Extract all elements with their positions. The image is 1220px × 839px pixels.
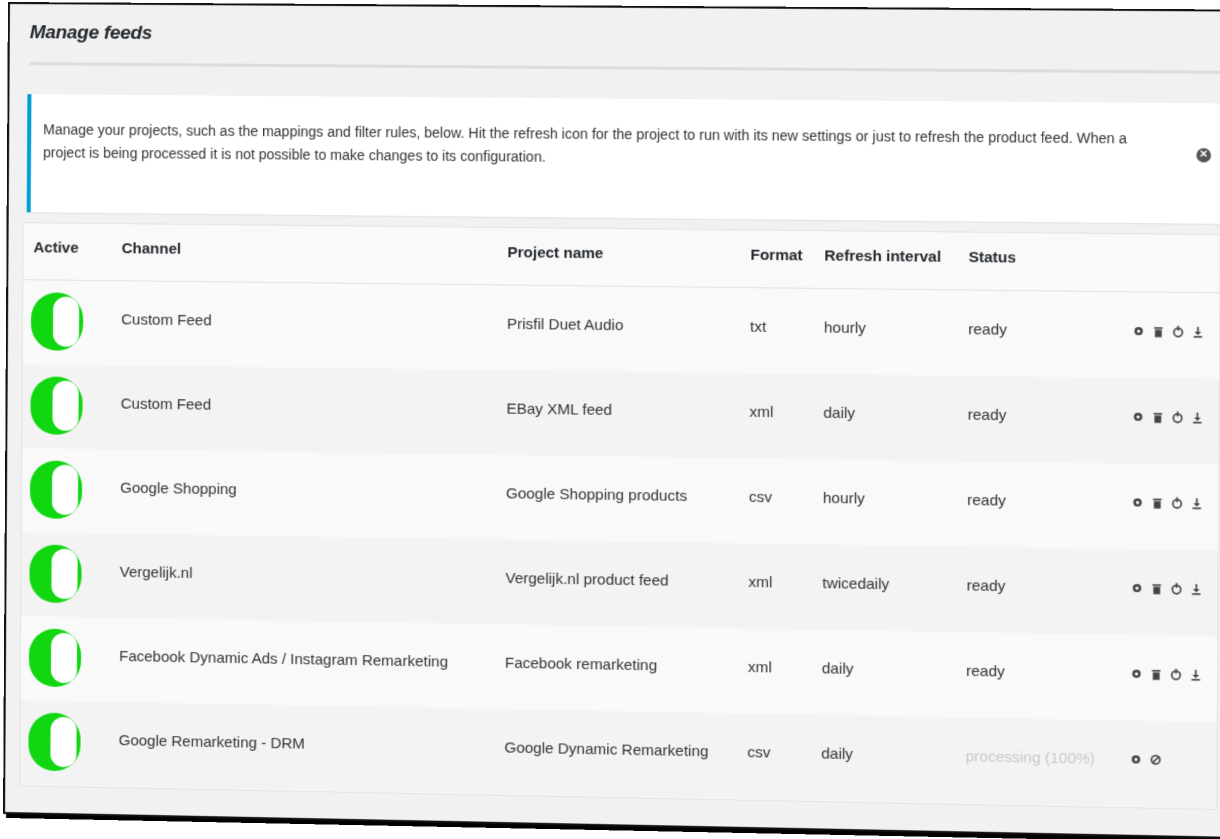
trash-icon[interactable] bbox=[1151, 409, 1165, 425]
format-cell: xml bbox=[748, 573, 773, 592]
interval-cell: daily bbox=[821, 745, 854, 764]
info-notice bbox=[27, 94, 1220, 224]
page-title: Manage feeds bbox=[29, 22, 153, 44]
gear-icon[interactable] bbox=[1130, 665, 1144, 682]
channel-cell: Vergelijk.nl bbox=[119, 563, 193, 582]
channel-cell: Custom Feed bbox=[120, 395, 212, 414]
trash-icon[interactable] bbox=[1150, 494, 1164, 511]
feeds-table bbox=[19, 222, 1220, 810]
toggle-knob bbox=[51, 633, 77, 684]
download-icon[interactable] bbox=[1191, 324, 1205, 340]
project-cell: Google Shopping products bbox=[505, 485, 688, 506]
channel-cell: Facebook Dynamic Ads / Instagram Remarketing bbox=[119, 647, 449, 671]
interval-cell: twicedaily bbox=[822, 574, 890, 594]
active-toggle[interactable] bbox=[31, 292, 83, 351]
row-actions bbox=[1131, 409, 1204, 426]
interval-cell: hourly bbox=[822, 489, 865, 508]
status-cell: ready bbox=[966, 662, 1005, 681]
toggle-knob bbox=[53, 297, 79, 347]
refresh-icon[interactable] bbox=[1171, 323, 1185, 339]
title-divider bbox=[30, 62, 1220, 74]
active-toggle[interactable] bbox=[30, 460, 82, 519]
header-channel: Channel bbox=[121, 240, 182, 258]
interval-cell: hourly bbox=[823, 319, 867, 338]
toggle-knob bbox=[51, 549, 77, 599]
format-cell: xml bbox=[749, 403, 774, 422]
refresh-icon[interactable] bbox=[1169, 666, 1183, 683]
format-cell: csv bbox=[747, 743, 771, 762]
gear-icon[interactable] bbox=[1129, 751, 1143, 768]
status-cell: ready bbox=[967, 491, 1006, 510]
stop-icon[interactable] bbox=[1149, 751, 1163, 768]
project-cell: Vergelijk.nl product feed bbox=[505, 569, 669, 590]
gear-icon[interactable] bbox=[1130, 580, 1144, 597]
active-toggle[interactable] bbox=[28, 712, 80, 771]
table-body bbox=[20, 280, 1219, 809]
gear-icon[interactable] bbox=[1131, 494, 1145, 511]
row-actions bbox=[1130, 665, 1203, 683]
refresh-icon[interactable] bbox=[1170, 495, 1184, 512]
download-icon[interactable] bbox=[1191, 409, 1205, 426]
active-toggle[interactable] bbox=[29, 628, 81, 687]
trash-icon[interactable] bbox=[1150, 580, 1164, 597]
project-cell: EBay XML feed bbox=[506, 400, 613, 420]
toggle-knob bbox=[52, 465, 78, 515]
manage-feeds-panel bbox=[3, 2, 1220, 839]
header-project: Project name bbox=[507, 244, 604, 263]
refresh-icon[interactable] bbox=[1170, 580, 1184, 597]
format-cell: csv bbox=[748, 488, 773, 507]
row-actions bbox=[1131, 494, 1204, 511]
active-toggle[interactable] bbox=[29, 544, 81, 603]
status-cell: ready bbox=[966, 577, 1006, 596]
trash-icon[interactable] bbox=[1152, 323, 1166, 339]
row-actions bbox=[1130, 580, 1203, 597]
toggle-knob bbox=[50, 717, 76, 768]
row-actions bbox=[1129, 751, 1162, 768]
header-format: Format bbox=[750, 246, 803, 265]
download-icon[interactable] bbox=[1189, 667, 1203, 684]
row-actions bbox=[1132, 323, 1205, 340]
status-cell: processing (100%) bbox=[965, 748, 1096, 768]
project-cell: Google Dynamic Remarketing bbox=[504, 739, 709, 761]
download-icon[interactable] bbox=[1190, 495, 1204, 512]
project-cell: Facebook remarketing bbox=[504, 654, 658, 675]
format-cell: txt bbox=[749, 318, 767, 336]
interval-cell: daily bbox=[821, 660, 854, 678]
gear-icon[interactable] bbox=[1132, 323, 1146, 339]
interval-cell: daily bbox=[823, 404, 856, 423]
download-icon[interactable] bbox=[1189, 581, 1203, 598]
status-cell: ready bbox=[967, 406, 1007, 425]
refresh-icon[interactable] bbox=[1171, 409, 1185, 426]
channel-cell: Google Shopping bbox=[120, 479, 237, 499]
project-cell: Prisfil Duet Audio bbox=[506, 315, 624, 335]
notice-text: Manage your projects, such as the mappings and filter rules, below. Hit the refresh icon for the project to run with its new settings or just to refresh the product feed. When a project is being processed it is not possible to make changes to its configuration. bbox=[43, 121, 1127, 165]
channel-cell: Google Remarketing - DRM bbox=[118, 732, 305, 753]
header-interval: Refresh interval bbox=[824, 247, 942, 266]
header-status: Status bbox=[968, 248, 1017, 267]
gear-icon[interactable] bbox=[1131, 409, 1145, 425]
format-cell: xml bbox=[747, 658, 772, 677]
active-toggle[interactable] bbox=[30, 376, 82, 435]
status-cell: ready bbox=[968, 321, 1008, 339]
header-active: Active bbox=[33, 239, 79, 257]
table-row bbox=[23, 280, 1220, 380]
trash-icon[interactable] bbox=[1149, 666, 1163, 683]
channel-cell: Custom Feed bbox=[121, 311, 212, 330]
toggle-knob bbox=[52, 381, 78, 431]
close-icon[interactable]: ✕ bbox=[1196, 148, 1211, 162]
